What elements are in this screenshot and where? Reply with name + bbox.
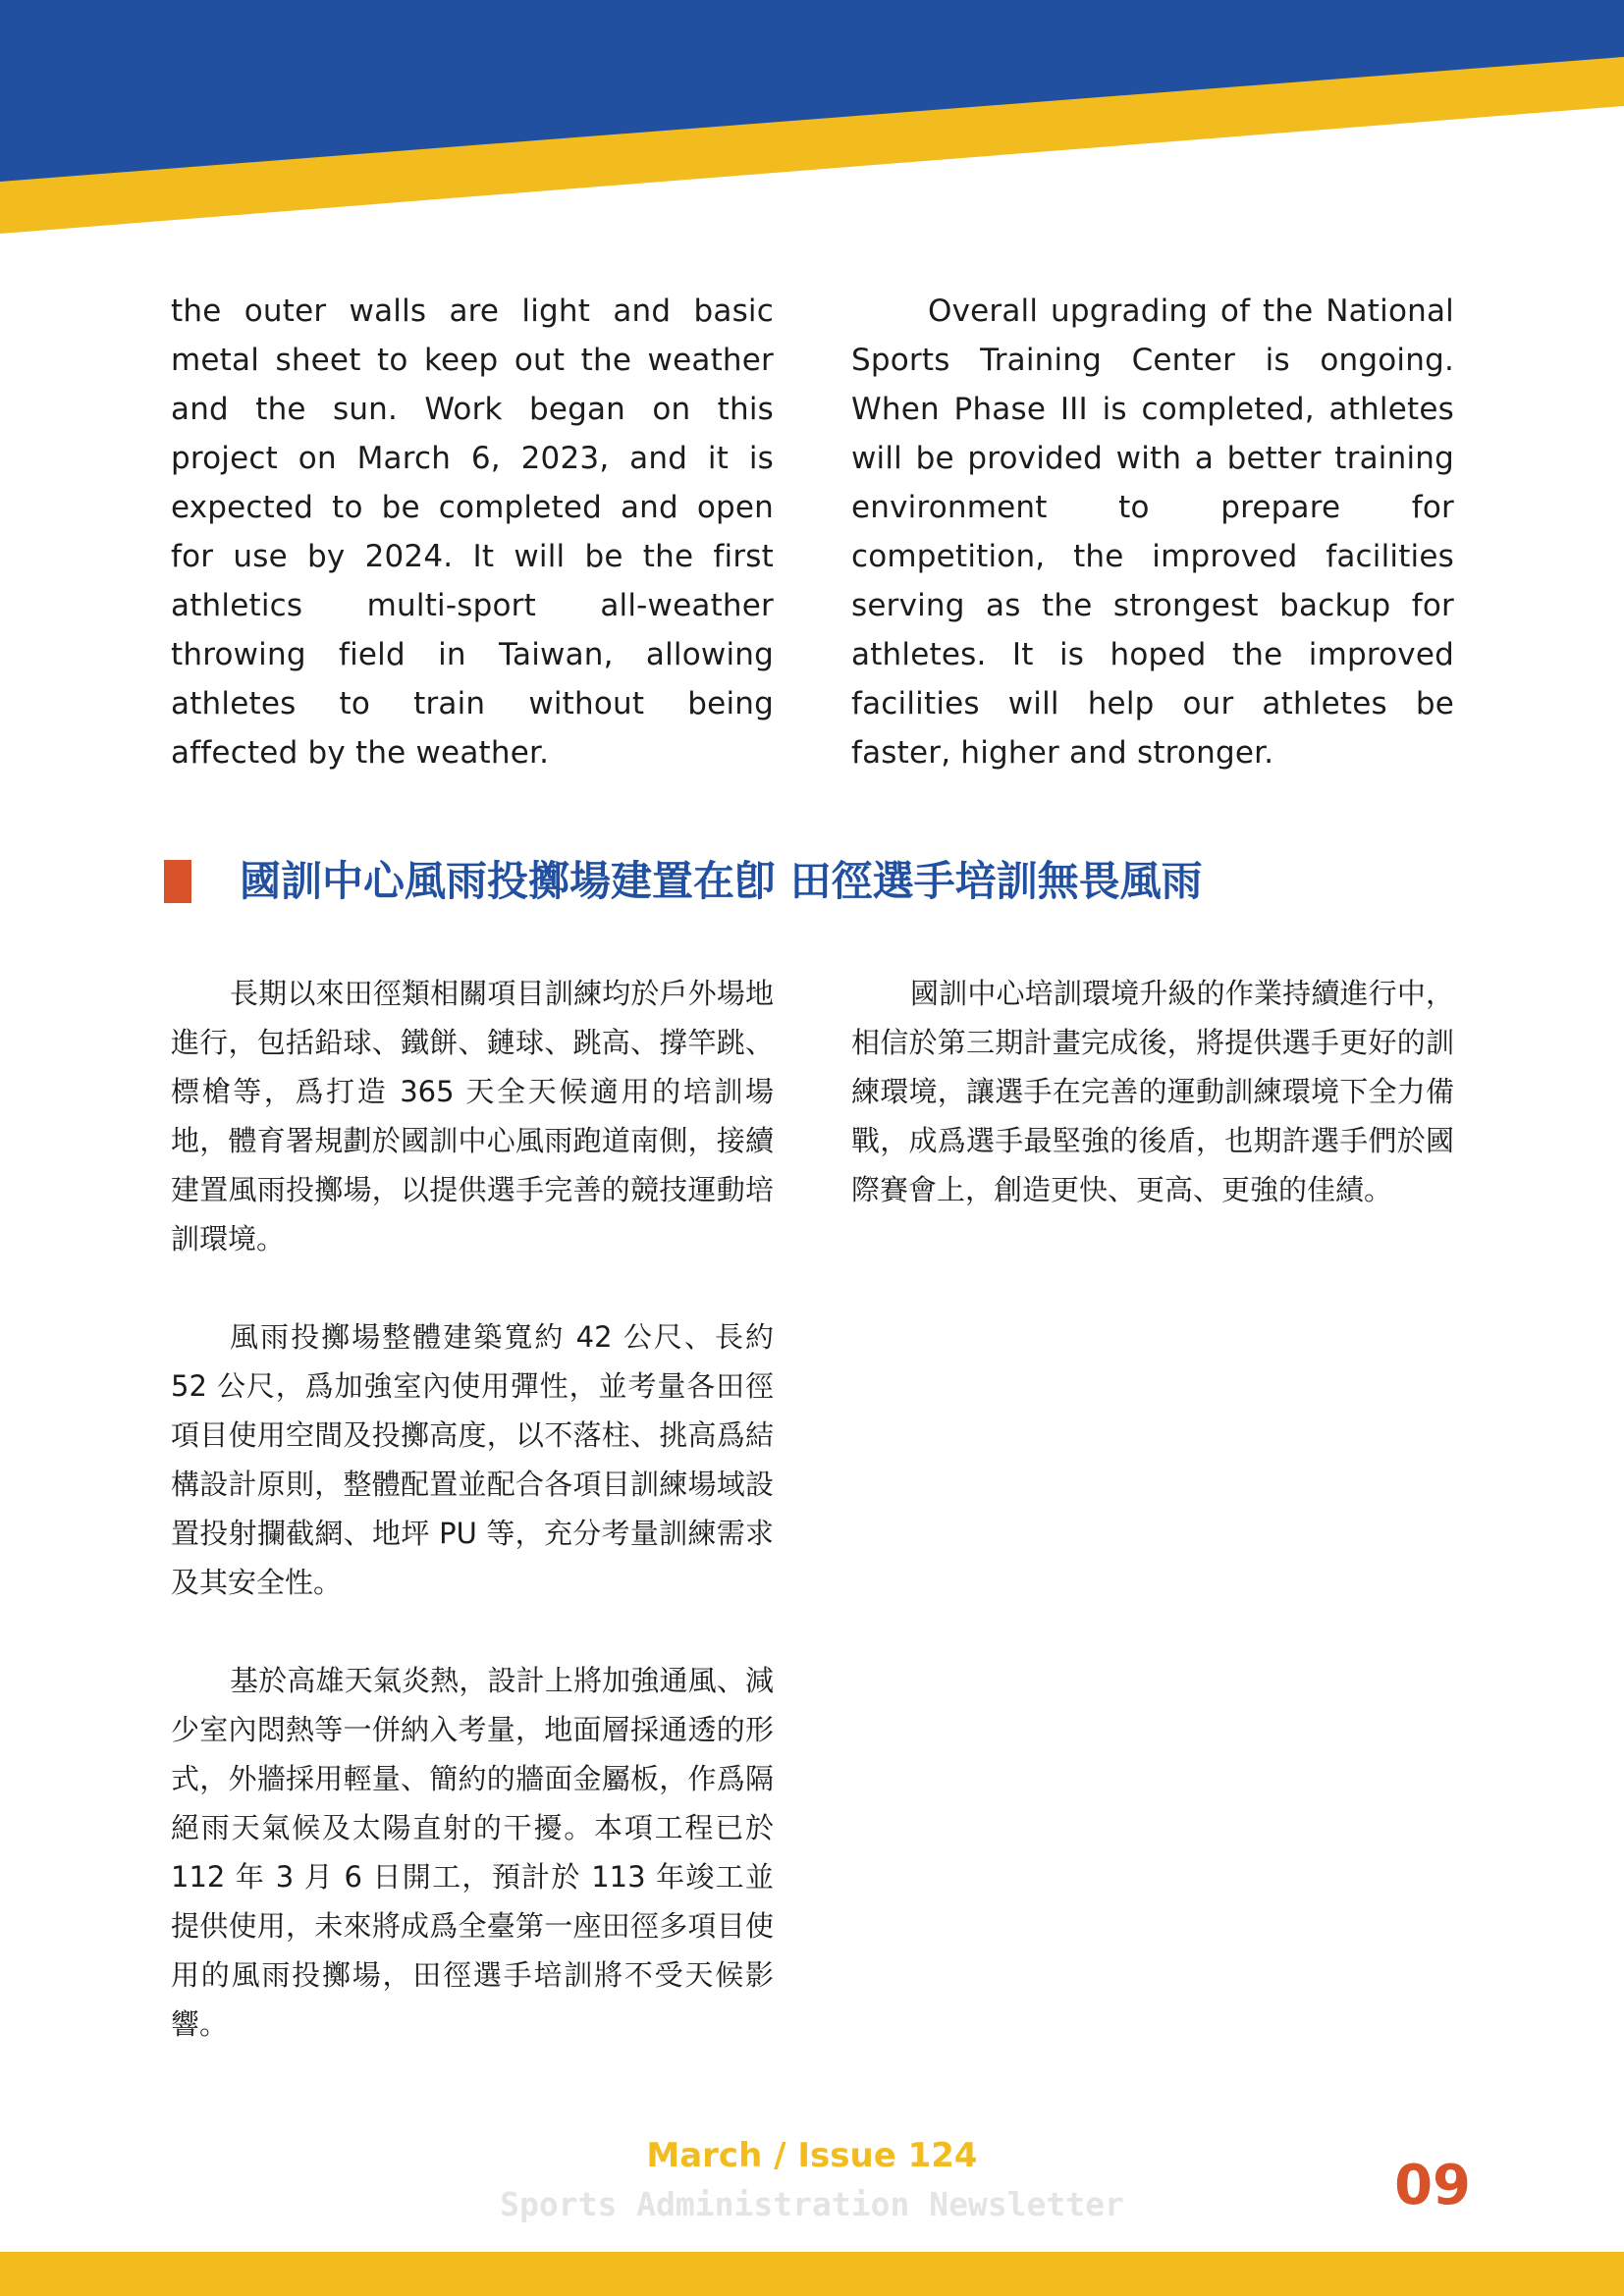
header-band bbox=[0, 0, 1624, 236]
chinese-right-column bbox=[851, 969, 1454, 1263]
chinese-paragraph-3: 基於高雄天氣炎熱，設計上將加強通風、減少室內悶熱等一併納入考量，地面層採通透的形式，外牆採用輕量、簡約的牆面金屬板，作爲隔絕雨天氣候及太陽直射的干擾。本項工程已於 112 年 3 月 6 日開工，預計於 113 年竣工並提供使用，未來將成爲全臺第一座田徑多項目使用的風雨投擲場，田徑選手培訓將不受天候影響。 bbox=[171, 1664, 774, 2041]
page-number: 09 bbox=[1394, 2154, 1471, 2217]
footer-issue: March / Issue 124 bbox=[646, 2136, 978, 2175]
footer-newsletter-name: Sports Administration Newsletter bbox=[500, 2185, 1124, 2223]
chinese-left-column bbox=[171, 969, 774, 2098]
footer-bar bbox=[0, 2252, 1624, 2296]
english-left-paragraph: the outer walls are light and basic metal sheet to keep out the weather and the sun. Work began on this project on March 6, 2023, and it is expected to be completed and open for use by 2024. It will be the first athletics multi-sport all-weather throwing field in Taiwan, allowing athletes to train without being affected by the weather. bbox=[171, 294, 774, 771]
chinese-paragraph-4: 國訓中心培訓環境升級的作業持續進行中，相信於第三期計畫完成後，將提供選手更好的訓練環境，讓選手在完善的運動訓練環境下全力備戰，成爲選手最堅強的後盾，也期許選手們於國際賽會上，創造更快、更高、更強的佳績。 bbox=[851, 977, 1454, 1206]
english-right-paragraph: Overall upgrading of the National Sports Training Center is ongoing. When Phase III is completed, athletes will be provided with a better training environment to prepare for competition, the improved facilities serving as the strongest backup for athletes. It is hoped the improved facilities will help our athletes be faster, higher and stronger. bbox=[851, 294, 1454, 771]
english-right-column bbox=[851, 287, 1454, 777]
english-left-column bbox=[171, 287, 774, 777]
chinese-paragraph-2: 風雨投擲場整體建築寬約 42 公尺、長約 52 公尺，爲加強室內使用彈性，並考量各田徑項目使用空間及投擲高度，以不落柱、挑高爲結構設計原則，整體配置並配合各項目訓練場域設置投射攔截網、地坪 PU 等，充分考量訓練需求及其安全性。 bbox=[171, 1320, 774, 1599]
chinese-paragraph-1: 長期以來田徑類相關項目訓練均於戶外場地進行，包括鉛球、鐵餅、鏈球、跳高、撐竿跳、標槍等，爲打造 365 天全天候適用的培訓場地，體育署規劃於國訓中心風雨跑道南側，接續建置風雨投擲場，以提供選手完善的競技運動培訓環境。 bbox=[171, 977, 774, 1255]
section-title: 國訓中心風雨投擲場建置在卽 田徑選手培訓無畏風雨 bbox=[240, 857, 1203, 905]
section-title-marker bbox=[164, 860, 191, 903]
